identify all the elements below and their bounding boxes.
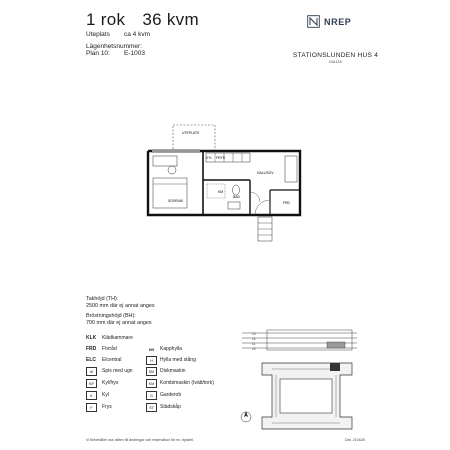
stove-icon: ⊞ (86, 367, 97, 376)
nrep-logo-icon (307, 15, 320, 28)
parapet-height-label: Bröstningshöjd (BH): (86, 313, 136, 319)
bed (153, 178, 187, 208)
label-frys: FRYS (216, 156, 225, 160)
legend-text-stove: Spis med ugn (102, 368, 133, 374)
legend-text-washer-dryer: Kombimaskin (tvätt/tork) (160, 380, 214, 386)
level-10: 10 (252, 347, 256, 351)
toilet (233, 185, 240, 195)
legend-text-shelf-rod: Hylla med stång (160, 357, 196, 363)
label-bedroom: SOVRUM (168, 199, 183, 203)
legend-text-cleaning-cabinet: Städskåp (160, 404, 181, 410)
legend-text-klk: Klädkammare (102, 335, 133, 341)
fridge-freezer-icon: K/F (86, 379, 97, 388)
brand-logo (307, 15, 351, 28)
freezer-icon: F (86, 403, 97, 412)
legend-text-coat-rack: Kapphylla (160, 346, 182, 352)
key-plan (232, 325, 367, 435)
ceiling-height-value: 2500 mm där ej annat anges (86, 303, 155, 309)
sink (228, 202, 240, 209)
apartment-number-label: Lägenhetsnummer: (86, 43, 143, 50)
legend-text-wardrobe: Garderob (160, 392, 182, 398)
level-11: 11 (252, 342, 256, 346)
legend-text-dishwasher: Diskmaskin (160, 368, 186, 374)
entrance-door (255, 200, 270, 215)
sofa (153, 156, 177, 166)
room-count: 1 rok (86, 10, 126, 29)
legend-text-fridge: Kyl (102, 392, 109, 398)
cleaning-cabinet-icon: ST (146, 403, 157, 412)
ceiling-height-label: Takhöjd (TH): (86, 296, 119, 302)
patio-outline (173, 125, 215, 151)
apartment-area: 36 kvm (142, 10, 199, 29)
logo-text: NREP (324, 16, 352, 27)
legend-text-freezer: Frys (102, 404, 112, 410)
label-patio: UTEPLATS (182, 131, 200, 135)
legend-code-elc: ELC (86, 357, 96, 363)
floor-plan (140, 120, 315, 245)
project-name: STATIONSLUNDEN HUS 4 (292, 52, 379, 59)
apartment-number: E-1003 (124, 50, 145, 57)
wardrobe-icon: G (146, 391, 157, 400)
legend-code-frd: FRD (86, 346, 97, 352)
legend-text-elc: Elcentral (102, 357, 122, 363)
washer-dryer-icon: KM (146, 379, 157, 388)
label-kyl: KYL (206, 156, 213, 160)
footer-disclaimer: Vi förbehåller oss rätten till ändringar och reservation för ev. tryckfel. (86, 438, 195, 442)
footer-date: Dat. 210428 (345, 438, 365, 442)
level-13: 13 (252, 332, 256, 336)
apartment-highlight (330, 363, 340, 371)
legend-text-frd: Förråd (102, 346, 117, 352)
label-hall: HALL/SOV (257, 171, 274, 175)
dishwasher-icon: DM (146, 367, 157, 376)
label-wardrobe: FRD (283, 201, 290, 205)
project-subtitle: KALLTA (329, 60, 342, 64)
parapet-height-value: 700 mm där ej annat anges (86, 320, 152, 326)
bath-door (250, 192, 260, 202)
legend-text-fridge-freezer: Kyl/frys (102, 380, 119, 386)
level-12: 12 (252, 337, 256, 341)
outdoor-label: Uteplats (86, 31, 110, 38)
building-footprint (262, 363, 352, 429)
coat-rack-icon: HH (148, 347, 155, 352)
shelf-rod-icon: H (146, 356, 157, 365)
table (168, 166, 176, 174)
wardrobe (285, 156, 297, 182)
kitchen-counter (206, 153, 250, 162)
outdoor-value: ca 4 kvm (124, 31, 151, 38)
apartment-title (86, 10, 199, 30)
legend-code-klk: KLK (86, 335, 97, 341)
section-elevation (242, 330, 357, 351)
fridge-icon: K (86, 391, 97, 400)
label-bath: BAD (233, 195, 240, 199)
floor-label: Plan 10: (86, 50, 110, 57)
north-arrow-icon (241, 411, 251, 422)
outer-wall-left (148, 151, 255, 215)
label-wm: KM (218, 190, 224, 194)
